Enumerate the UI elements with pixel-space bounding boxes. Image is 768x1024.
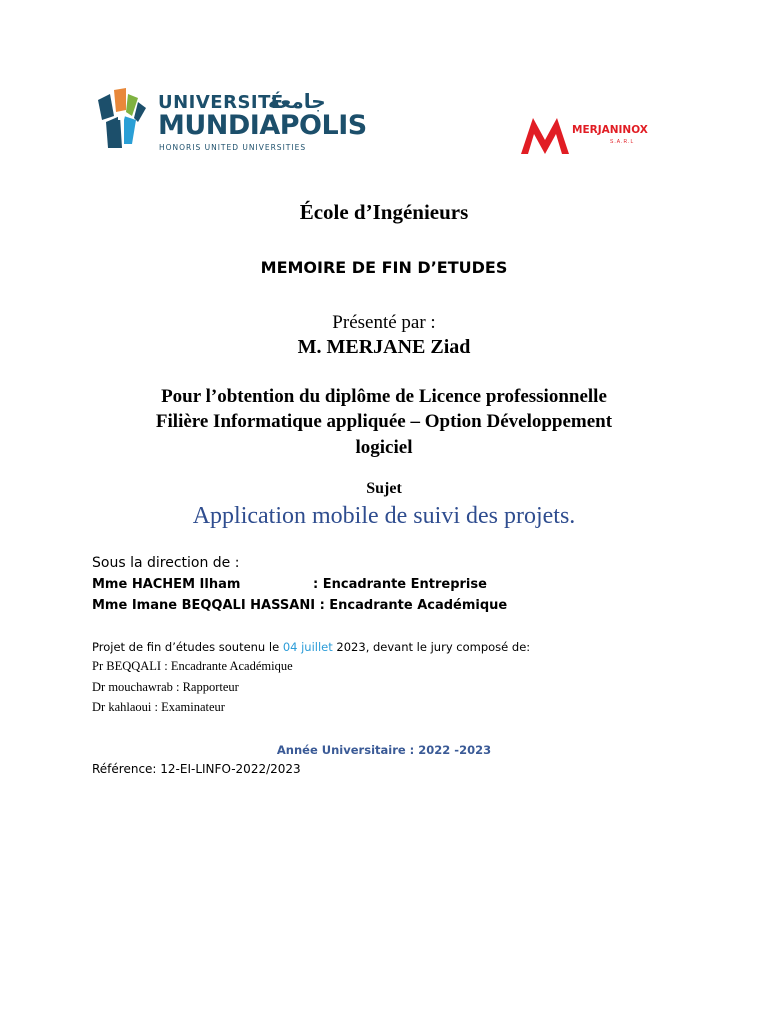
company-logo-mark — [518, 114, 572, 158]
university-logo — [96, 86, 367, 156]
degree-line-3: logiciel — [355, 437, 413, 458]
supervisor-1-role: : Encadrante Entreprise — [313, 577, 487, 592]
defense-date: 04 juillet — [282, 640, 333, 654]
jury-member: Dr mouchawrab : Rapporteur — [92, 680, 239, 694]
supervisor-2-line: Mme Imane BEQQALI HASSANI : Encadrante Académique — [92, 598, 508, 613]
defense-statement — [92, 640, 530, 654]
company-logo — [518, 114, 668, 158]
school-name: École d’Ingénieurs — [299, 200, 469, 224]
degree-line-1: Pour l’obtention du diplôme de Licence professionnelle — [161, 386, 607, 407]
university-logo-line2: MUNDIAPOLIS — [158, 110, 367, 141]
university-logo-line1: UNIVERSITÉ — [158, 92, 284, 113]
degree-line-2: Filière Informatique appliquée – Option Développement — [155, 411, 613, 432]
defense-text-after: 2023, devant le jury composé de: — [332, 640, 531, 654]
memoire-title: MEMOIRE DE FIN D’ETUDES — [260, 258, 508, 277]
supervisor-1-name: Mme HACHEM Ilham — [92, 577, 241, 592]
company-logo-sub: S.A.R.L — [610, 139, 635, 145]
jury-member: Dr kahlaoui : Examinateur — [92, 700, 225, 714]
defense-text-before: Projet de fin d’études soutenu le — [92, 640, 283, 654]
subject-label: Sujet — [366, 480, 402, 497]
student-name: M. MERJANE Ziad — [297, 336, 471, 358]
presented-by-label: Présenté par : — [332, 312, 436, 333]
subject-title: Application mobile de suivi des projets. — [192, 503, 576, 529]
supervision-label: Sous la direction de : — [92, 555, 240, 571]
university-logo-tagline: HONORIS UNITED UNIVERSITIES — [159, 143, 307, 152]
jury-member: Pr BEQQALI : Encadrante Académique — [92, 659, 293, 673]
university-logo-arabic: جامعة — [268, 89, 326, 113]
academic-year: Année Universitaire : 2022 -2023 — [276, 743, 492, 757]
company-logo-name: MERJANINOX — [572, 124, 648, 136]
reference: Référence: 12-EI-LINFO-2022/2023 — [92, 762, 301, 776]
